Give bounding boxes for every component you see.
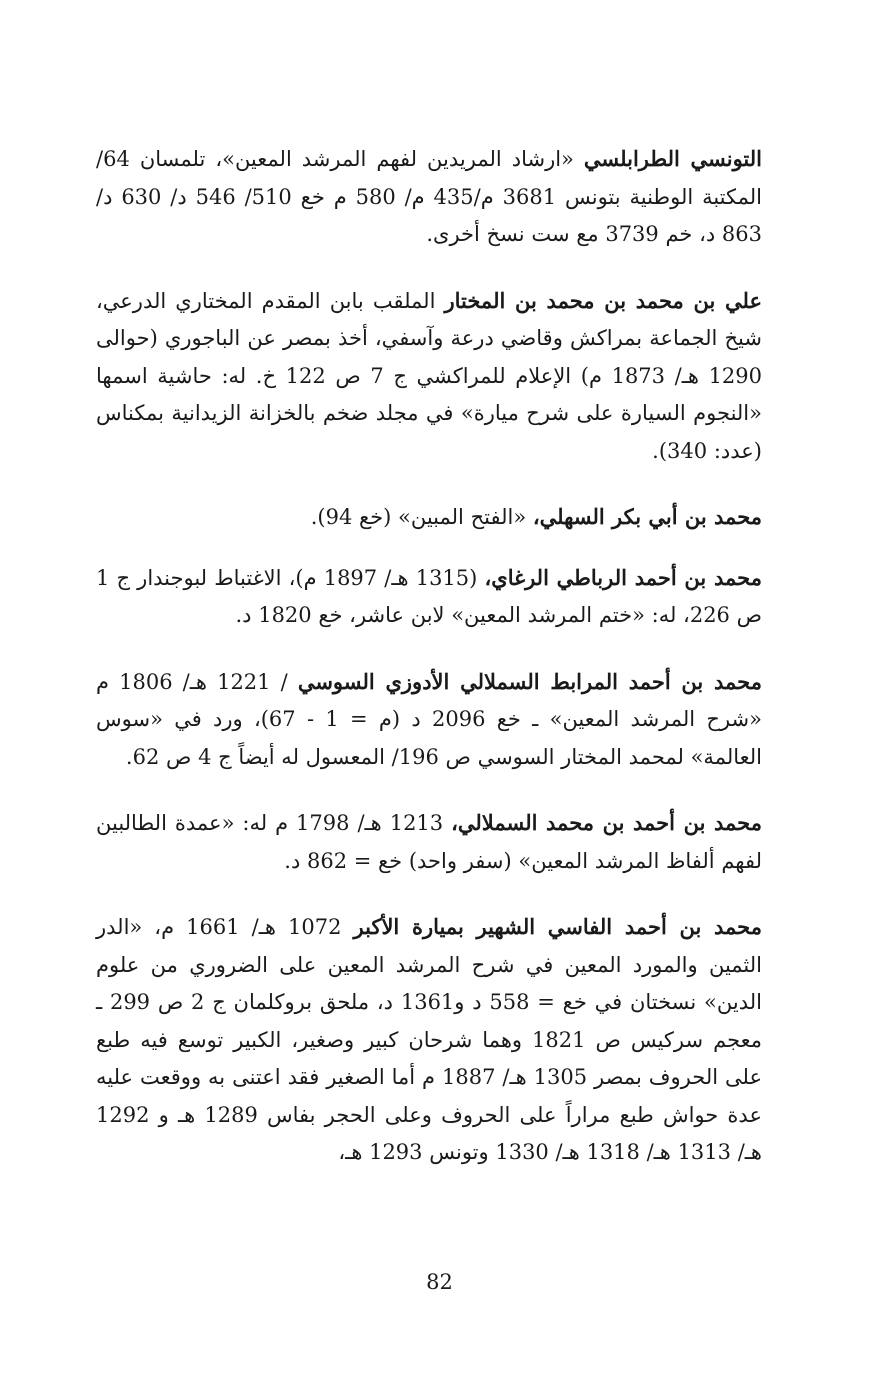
entry-muhammad-ribati-raghay [96, 559, 762, 635]
entry-body: 1072 هـ/ 1661 م، «الدر الثمين والمورد المعين في شرح المرشد المعين على الضروري من علوم الدين» نسختان في خع = 558 د و1361 د، ملحق بروكلمان ج 2 ص 299 ـ معجم سركيس ص 1821 وهما شرحان كبير وصغير، الكبير توسع فيه طبع على الحروف بمصر 1305 هـ/ 1887 م أما الصغير فقد اعتنى به ووقعت عليه عدة حواش طبع مراراً على الحروف وعلى الحجر بفاس 1289 هـ و 1292 هـ/ 1313 هـ/ 1318 هـ/ 1330 وتونس 1293 هـ، [96, 915, 762, 1164]
entry-ali-bin-muhammad [96, 282, 762, 471]
page-number: 82 [426, 1270, 453, 1294]
entry-heading: محمد بن أحمد بن محمد السملالي، [451, 810, 762, 835]
entry-body: «ارشاد المريدين لفهم المرشد المعين»، تلمسان 64/ المكتبة الوطنية بتونس 3681 م/435 م/ 580 م خع 510/ 546 د/ 630 د/ 863 د، خم 3739 مع ست نسخ أخرى. [96, 147, 762, 246]
entry-body: «الفتح المبين» (خع 94). [310, 505, 527, 529]
entry-muhammad-sahli [96, 498, 762, 537]
entry-heading: محمد بن أحمد الفاسي الشهير بميارة الأكبر [353, 914, 762, 939]
entry-body: 1213 هـ/ 1798 م له: «عمدة الطالبين لفهم ألفاظ المرشد المعين» (سفر واحد) خع = 862 د. [96, 811, 762, 873]
entry-heading: محمد بن أبي بكر السهلي، [532, 504, 762, 529]
entry-tunisi-tarabulsi [96, 140, 762, 254]
entry-body: (1315 هـ/ 1897 م)، الاغتباط لبوجندار ج 1 ص 226، له: «ختم المرشد المعين» لابن عاشر، خع 1820 د. [96, 565, 762, 627]
entry-muhammad-adouzi-soussi [96, 663, 762, 777]
entry-heading: علي بن محمد بن محمد بن المختار [444, 287, 762, 313]
entry-heading: محمد بن أحمد المرابط السملالي الأدوزي السوسي [297, 668, 762, 694]
entry-body: / 1221 هـ/ 1806 م «شرح المرشد المعين» ـ خع 2096 د (م = 1 - 67)، ورد في «سوس العالمة» لمحمد المختار السوسي ص 196/ المعسول له أيضاً ج 4 ص 62. [96, 669, 763, 769]
entry-body: الملقب بابن المقدم المختاري الدرعي، شيخ الجماعة بمراكش وقاضي درعة وآسفي، أخذ بمصر عن الباجوري (حوالى 1290 هـ/ 1873 م) الإعلام للمراكشي ج 7 ص 122 خ. له: حاشية اسمها «النجوم السيارة على شرح ميارة» في مجلد ضخم بالخزانة الزيدانية بمكناس (عدد: 340). [96, 288, 763, 463]
page-content [96, 140, 762, 1270]
entry-muhammad-mayyara [96, 908, 762, 1172]
entry-heading: التونسي الطرابلسي [583, 146, 762, 171]
entry-heading: محمد بن أحمد الرباطي الرغاي، [484, 564, 762, 590]
entry-muhammad-samlali [96, 804, 762, 880]
